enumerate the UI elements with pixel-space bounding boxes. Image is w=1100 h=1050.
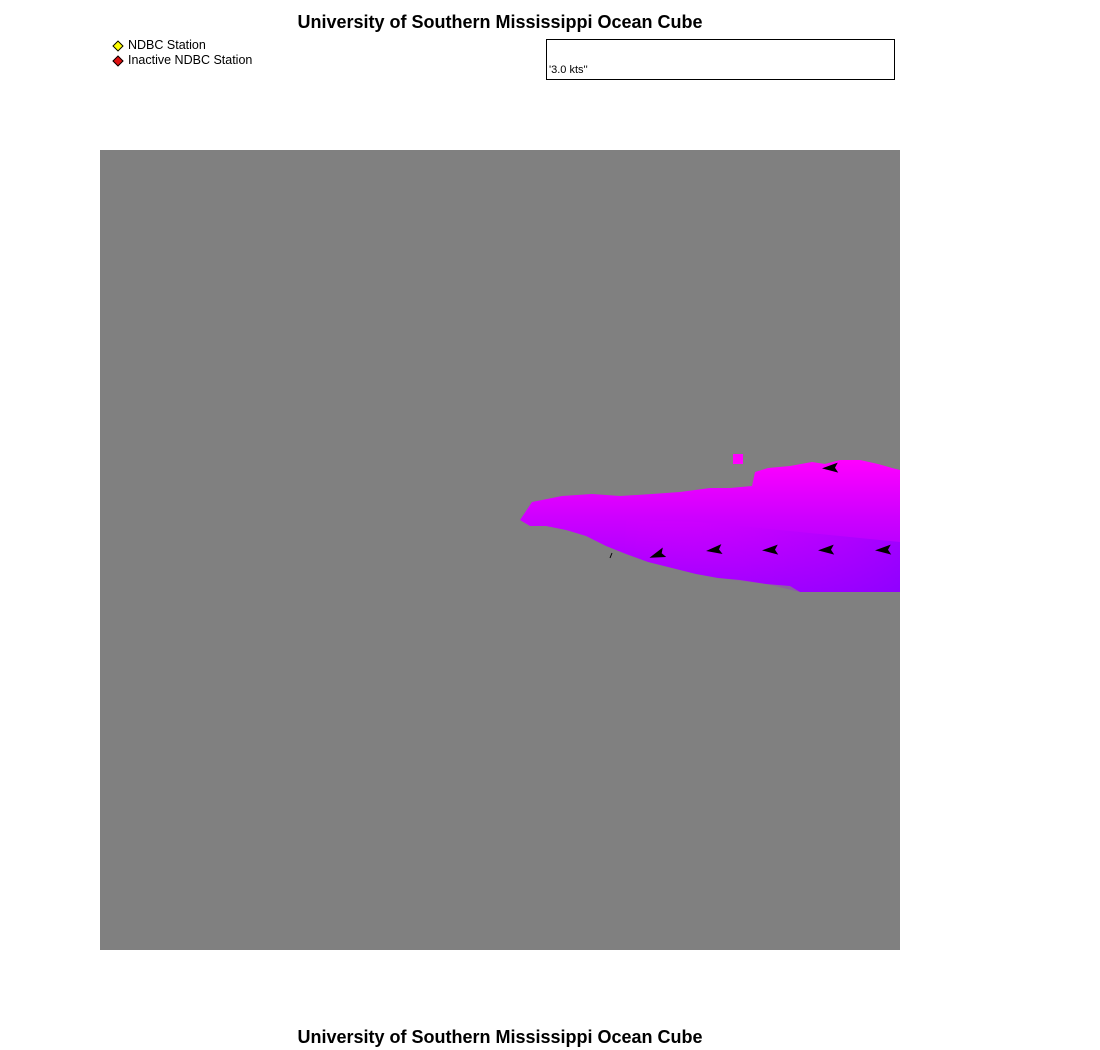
ocean-current-map [100,150,900,950]
map-panel [100,150,900,950]
station-legend [112,38,252,68]
current-scale-box [546,39,895,80]
scale-label: '3.0 kts'' [549,64,588,76]
legend-label: Inactive NDBC Station [128,53,253,67]
diamond-marker-icon [112,40,123,51]
current-speed-patch [733,454,743,464]
legend-label: NDBC Station [128,38,206,52]
map-title: University of Southern Mississippi Ocean Cube [297,12,703,32]
diamond-marker-icon [112,55,123,66]
legend-item-ndbc-station [112,38,252,53]
footer-title: University of Southern Mississippi Ocean Cube [297,1027,703,1047]
legend-item-inactive-ndbc-station [112,53,252,68]
